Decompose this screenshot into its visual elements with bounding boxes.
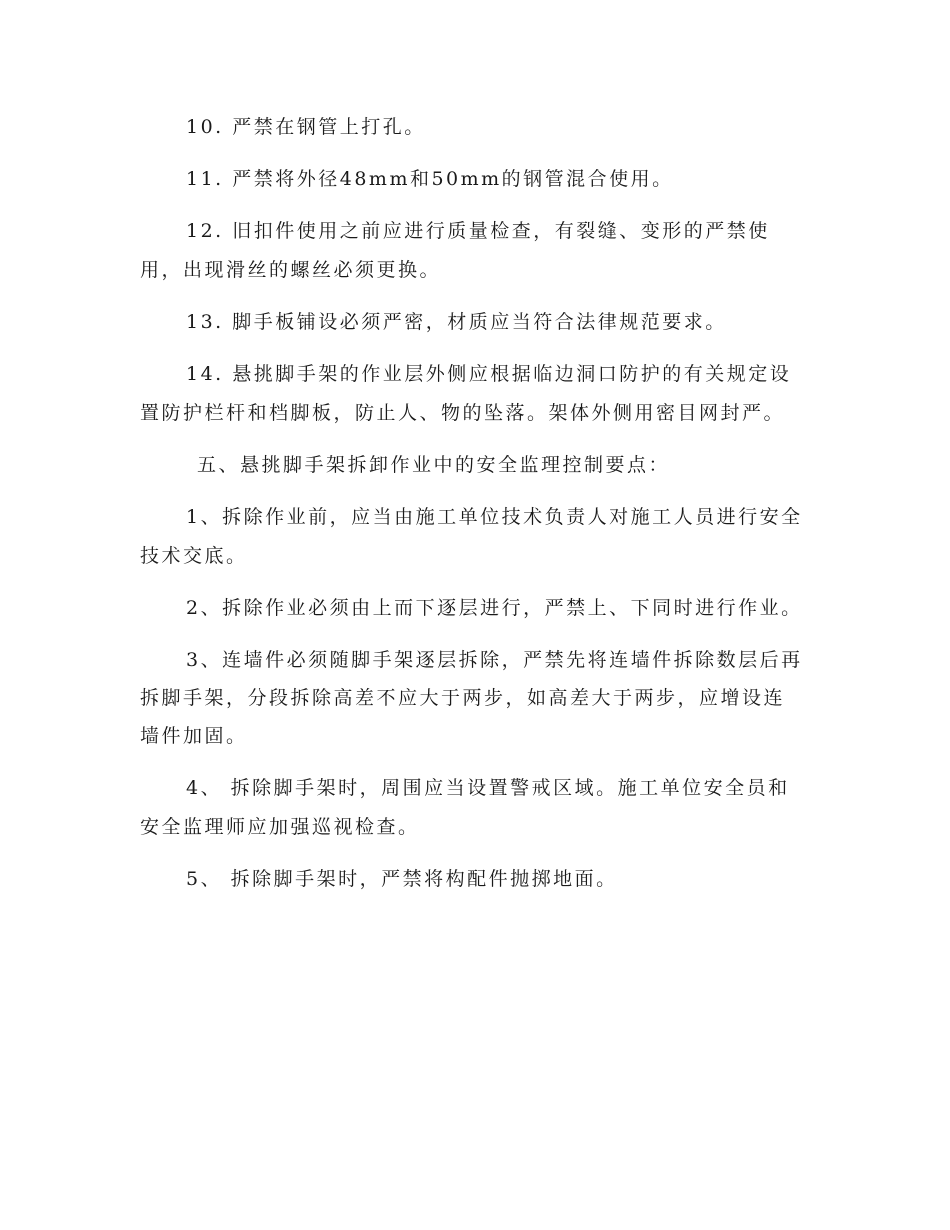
step-2-line-1: 2、拆除作业必须由上而下逐层进行，严禁上、下同时进行作业。 (186, 597, 803, 619)
item-14-line-2: 置防护栏杆和档脚板，防止人、物的坠落。架体外侧用密目网封严。 (140, 402, 786, 424)
item-12-line-1: 12. 旧扣件使用之前应进行质量检查，有裂缝、变形的严禁使 (186, 220, 770, 242)
step-1-line-1: 1、拆除作业前，应当由施工单位技术负责人对施工人员进行安全 (186, 506, 803, 528)
step-3-line-2: 拆脚手架，分段拆除高差不应大于两步，如高差大于两步，应增设连 (140, 687, 786, 709)
step-5-line-1: 5、 拆除脚手架时，严禁将构配件抛掷地面。 (186, 868, 618, 890)
step-1-line-2: 技术交底。 (140, 545, 248, 567)
step-4-line-2: 安全监理师应加强巡视检查。 (140, 816, 420, 838)
item-14-line-1: 14. 悬挑脚手架的作业层外侧应根据临边洞口防护的有关规定设 (186, 363, 792, 385)
item-12-line-2: 用，出现滑丝的螺丝必须更换。 (140, 259, 442, 281)
step-4-line-1: 4、 拆除脚手架时，周围应当设置警戒区域。施工单位安全员和 (186, 777, 790, 799)
item-10-line-1: 10. 严禁在钢管上打孔。 (186, 116, 426, 138)
section-5-heading: 五、悬挑脚手架拆卸作业中的安全监理控制要点： (197, 454, 671, 476)
step-3-line-1: 3、连墙件必须随脚手架逐层拆除，严禁先将连墙件拆除数层后再 (186, 649, 803, 671)
item-13-line-1: 13. 脚手板铺设必须严密，材质应当符合法律规范要求。 (186, 311, 727, 333)
item-11-line-1: 11. 严禁将外径48mm和50mm的钢管混合使用。 (186, 168, 674, 190)
step-3-line-3: 墙件加固。 (140, 725, 248, 747)
